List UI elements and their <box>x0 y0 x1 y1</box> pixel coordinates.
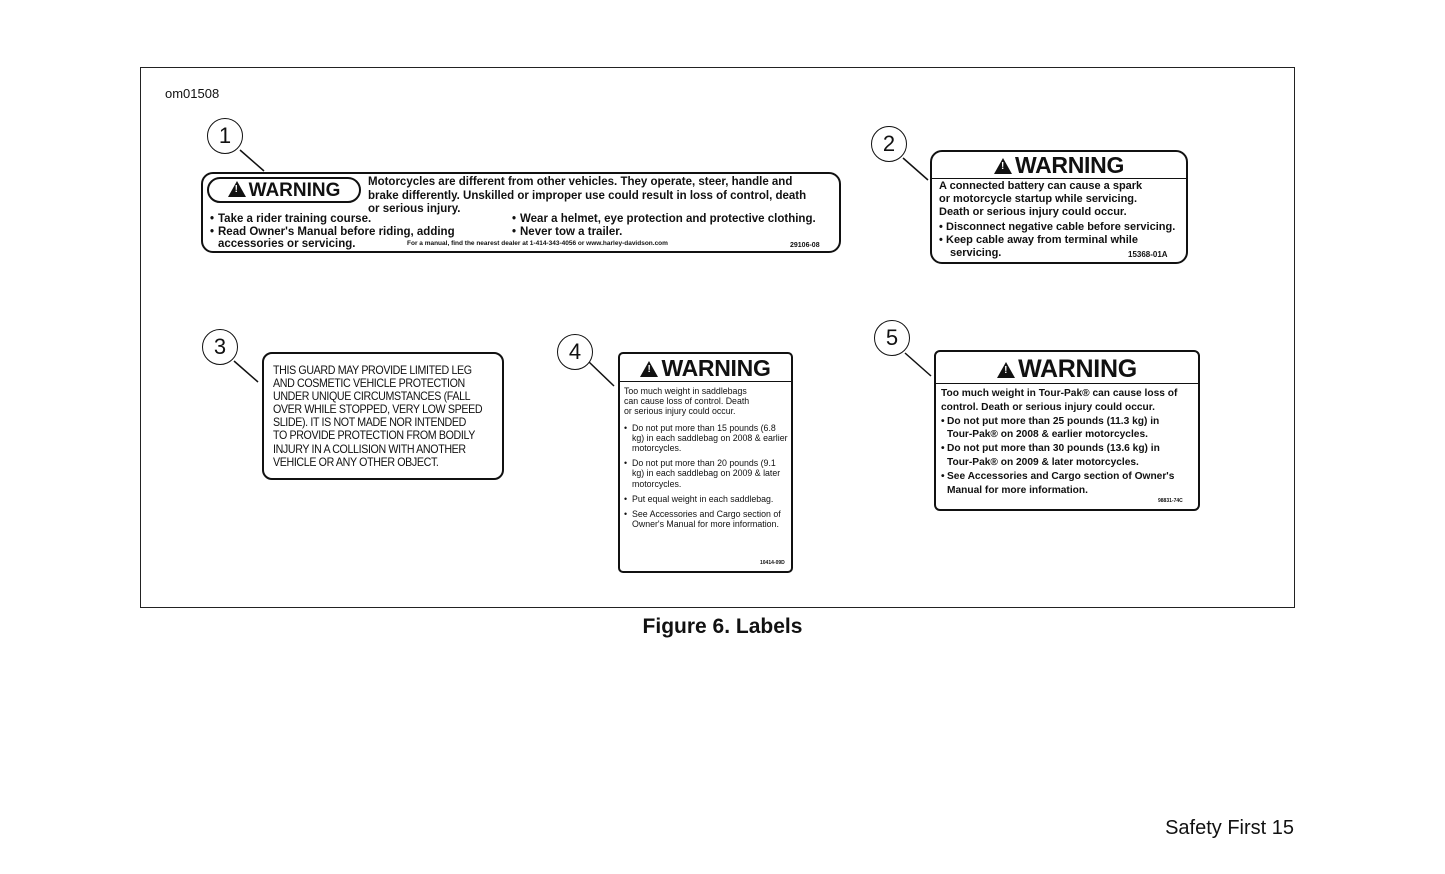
label-2-warning-word: WARNING <box>1014 152 1125 178</box>
label-5-bullet-3-line-2: Manual for more information. <box>947 484 1088 496</box>
label-5-bullets <box>941 415 1177 498</box>
label-5-body <box>941 387 1177 497</box>
label-5-bullet-3 <box>941 470 1177 498</box>
callout-5: 5 <box>874 320 910 356</box>
label-5-warning-word: WARNING <box>1018 355 1137 383</box>
label-4-body <box>624 386 788 529</box>
label-1-bullet-3: • Wear a helmet, eye protection and protective clothing. <box>512 213 816 226</box>
label-2-header <box>932 152 1186 179</box>
label-3-guard-notice <box>262 352 504 480</box>
label-4-bullet-4: • See Accessories and Cargo section of Owner's Manual for more information. <box>624 509 788 529</box>
label-1-footnote: For a manual, find the nearest dealer at 1-414-343-4056 or www.harley-davidson.com <box>407 240 668 247</box>
warning-triangle-icon <box>997 362 1015 378</box>
warning-triangle-icon <box>640 361 658 377</box>
label-5-bullet-1-line-1: Do not put more than 25 pounds (11.3 kg) in <box>947 415 1160 427</box>
page-footer: Safety First 15 <box>1165 817 1294 839</box>
label-2-battery-warning <box>930 150 1188 264</box>
label-1-rider-warning <box>201 172 841 253</box>
label-4-bullets <box>624 423 788 530</box>
label-1-warning-word: WARNING <box>248 180 341 201</box>
label-5-tourpak-warning <box>934 350 1200 511</box>
warning-triangle-icon <box>994 158 1012 174</box>
label-5-code: 98831-74C <box>1158 498 1183 504</box>
label-5-bullet-2-line-1: Do not put more than 30 pounds (13.6 kg) in <box>947 443 1160 455</box>
warning-triangle-icon <box>228 181 246 197</box>
label-1-bullet-4: • Never tow a trailer. <box>512 226 816 239</box>
label-2-code: 15368-01A <box>1128 250 1168 259</box>
label-5-bullet-2-line-2: Tour-Pak® on 2009 & later motorcycles. <box>947 456 1139 468</box>
label-4-bullet-1: • Do not put more than 15 pounds (6.8 kg) in each saddlebag on 2008 & earlier motorcycles. <box>624 423 788 454</box>
label-1-code: 29106-08 <box>790 242 820 249</box>
label-2-text-2: or motorcycle startup while servicing. <box>939 193 1138 205</box>
label-5-bullet-3-line-1: See Accessories and Cargo section of Owner's <box>947 470 1175 482</box>
label-1-warning-pill <box>207 177 361 203</box>
figure-id: om01508 <box>165 86 220 101</box>
label-2-body <box>939 180 1175 260</box>
label-4-text-1: Too much weight in saddlebags <box>624 386 747 396</box>
label-5-bullet-1-line-2: Tour-Pak® on 2008 & earlier motorcycles. <box>947 429 1148 441</box>
label-4-code: 10414-09D <box>760 560 785 566</box>
label-5-text-2: control. Death or serious injury could occur. <box>941 401 1155 413</box>
label-3-line-4: OVER WHILE STOPPED, VERY LOW SPEED <box>273 403 483 417</box>
label-3-line-6: TO PROVIDE PROTECTION FROM BODILY <box>273 429 475 443</box>
label-5-bullet-1 <box>941 415 1177 443</box>
callout-1: 1 <box>207 118 243 154</box>
label-1-main-line-1: Motorcycles are different from other vehicles. They operate, steer, handle and <box>368 176 793 188</box>
label-3-line-8: VEHICLE OR ANY OTHER OBJECT. <box>273 455 439 469</box>
label-1-bullet-1: • Take a rider training course. <box>210 213 455 226</box>
label-5-bullet-2 <box>941 442 1177 470</box>
label-3-line-5: SLIDE). IT IS NOT MADE NOR INTENDED <box>273 416 466 430</box>
label-1-main-line-3: or serious injury. <box>368 203 461 215</box>
label-3-line-7: INJURY IN A COLLISION WITH ANOTHER <box>273 442 466 456</box>
label-3-line-2: AND COSMETIC VEHICLE PROTECTION <box>273 377 465 391</box>
label-5-header <box>936 352 1198 384</box>
label-1-bullet-2-line-1: Read Owner's Manual before riding, adding <box>218 225 455 238</box>
callout-3: 3 <box>202 329 238 365</box>
label-2-text-3: Death or serious injury could occur. <box>939 206 1127 218</box>
label-4-warning-word: WARNING <box>661 355 771 381</box>
label-3-line-1: THIS GUARD MAY PROVIDE LIMITED LEG <box>273 364 472 377</box>
callout-4: 4 <box>557 334 593 370</box>
label-4-bullet-2: • Do not put more than 20 pounds (9.1 kg) in each saddlebag on 2009 & later motorcycles. <box>624 458 788 489</box>
label-4-saddlebag-warning <box>618 352 793 573</box>
label-2-bullet-2-line-1: Keep cable away from terminal while <box>946 234 1138 246</box>
label-1-right-bullets <box>512 213 816 238</box>
label-2-bullet-1: • Disconnect negative cable before servicing. <box>939 221 1175 234</box>
label-4-bullet-3: • Put equal weight in each saddlebag. <box>624 494 788 504</box>
label-3-text <box>273 364 482 469</box>
label-5-text-1: Too much weight in Tour-Pak® can cause loss of <box>941 388 1178 399</box>
label-2-text-1: A connected battery can cause a spark <box>939 180 1143 192</box>
label-4-text-2: can cause loss of control. Death <box>624 396 750 407</box>
label-4-text-3: or serious injury could occur. <box>624 406 736 417</box>
label-3-line-3: UNDER UNIQUE CIRCUMSTANCES (FALL <box>273 390 471 404</box>
label-4-header <box>620 354 791 382</box>
label-1-main-line-2: brake differently. Unskilled or improper use could result in loss of control, death <box>368 189 807 202</box>
label-1-main-text <box>368 176 806 217</box>
label-2-bullet-2-line-2: servicing. <box>950 247 1002 259</box>
callout-2: 2 <box>871 126 907 162</box>
label-1-bullet-2-line-2: accessories or servicing. <box>218 238 356 250</box>
figure-caption: Figure 6. Labels <box>642 615 803 638</box>
